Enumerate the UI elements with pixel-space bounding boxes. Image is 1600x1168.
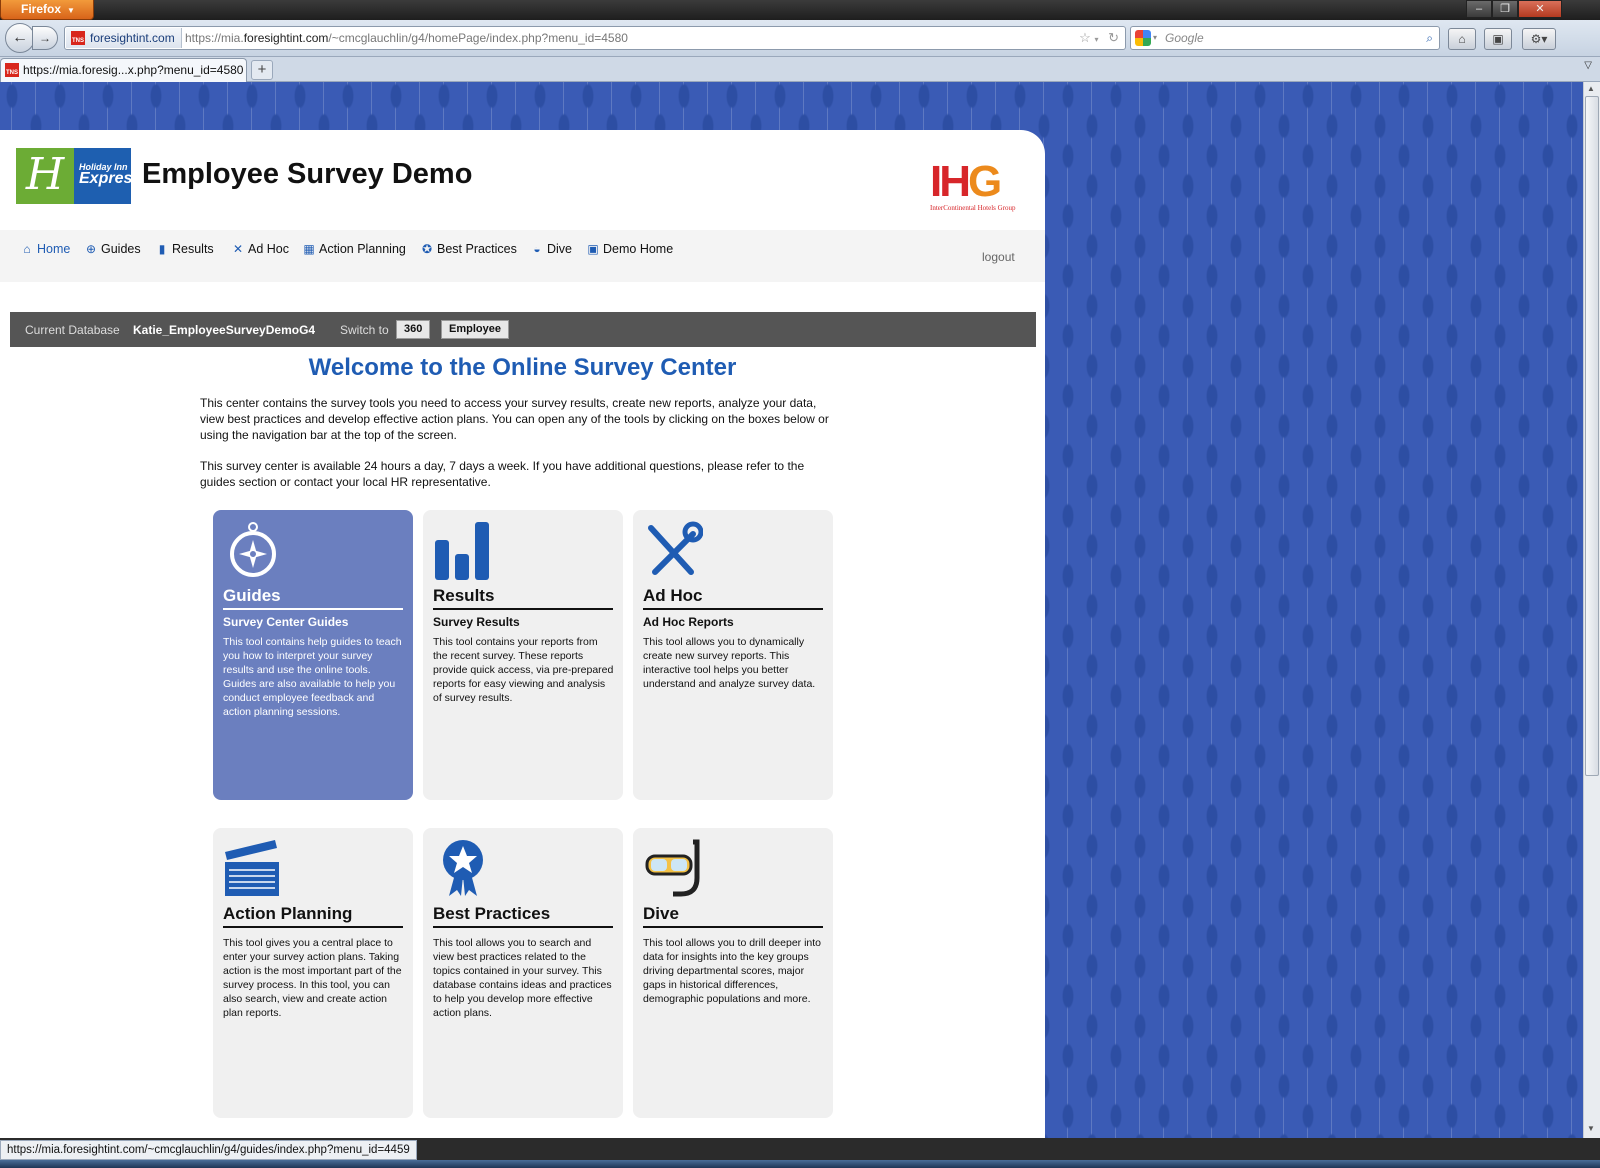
clapperboard-icon [223, 838, 283, 898]
nav-item-dive[interactable] [530, 242, 572, 256]
dropdown-icon[interactable]: ▾ [1094, 35, 1099, 44]
tools-menu-icon: ⚙▾ [1530, 32, 1548, 46]
tile-description: This tool allows you to search and view best practices related to the topics contained in your survey. This database contains ideas and practices to help you develop more effective action plans. [433, 937, 612, 1019]
nav-label: Home [37, 242, 71, 256]
chevron-down-icon: ▼ [67, 6, 75, 15]
tile-description: This tool allows you to dynamically create new survey reports. This interactive tool helps you better understand and analyze survey data. [643, 636, 816, 690]
tile-description: This tool contains help guides to teach you how to interpret your survey results and use the online tools. Guides are also available to help you conduct employee feedback and action planning sessions. [223, 636, 402, 718]
page-viewport [0, 82, 1583, 1138]
url-bar[interactable] [64, 26, 1126, 50]
browser-toolbar [0, 20, 1600, 57]
tools-icon: ✕ [232, 242, 244, 256]
switch-employee-button[interactable]: Employee [441, 320, 509, 339]
tile-title: Best Practices [433, 904, 613, 928]
url-domain: foresightint.com [243, 31, 329, 45]
page-title: Employee Survey Demo [142, 158, 473, 190]
tile-best-practices[interactable] [423, 828, 623, 1118]
tab-active[interactable] [0, 58, 247, 82]
tile-description: This tool contains your reports from the recent survey. These reports provide quick access, via pre-prepared reports for easy viewing and analysis of survey results. [433, 636, 614, 704]
nav-label: Results [172, 242, 214, 256]
search-placeholder: Google [1165, 31, 1204, 45]
switch-360-button[interactable]: 360 [396, 320, 430, 339]
tile-action-planning[interactable] [213, 828, 413, 1118]
nav-item-demo-home[interactable] [586, 242, 673, 256]
tile-guides[interactable] [213, 510, 413, 800]
holiday-inn-express-logo[interactable] [16, 148, 142, 204]
firefox-menu-label: Firefox [21, 2, 62, 16]
plus-icon: + [257, 61, 267, 78]
new-tab-button[interactable] [251, 60, 273, 80]
tile-subtitle: Survey Results [433, 615, 520, 629]
forward-button[interactable] [32, 26, 58, 50]
database-bar [10, 312, 1036, 347]
home-icon: ⌂ [23, 242, 31, 256]
logout-link[interactable]: logout [982, 250, 1015, 264]
intro-paragraph-2: This survey center is available 24 hours a day, 7 days a week. If you have additional questions, please refer to the guides section or contact your local HR representative. [200, 459, 805, 489]
current-database-value: Katie_EmployeeSurveyDemoG4 [133, 323, 316, 337]
tab-title: https://mia.foresig...x.php?menu_id=4580 [23, 63, 244, 77]
holiday-inn-h-mark: H [16, 148, 74, 204]
tile-title: Guides [223, 586, 403, 610]
bar-chart-icon [433, 520, 493, 580]
reload-icon[interactable]: ↻ [1108, 30, 1119, 45]
main-navigation [0, 230, 1045, 282]
scroll-up-icon[interactable]: ▲ [1587, 84, 1595, 93]
current-database-label: Current Database [25, 323, 120, 337]
nav-label: Best Practices [437, 242, 517, 256]
extension-button[interactable] [1522, 28, 1556, 50]
os-taskbar [0, 1160, 1600, 1168]
nav-item-best-practices[interactable] [420, 242, 517, 256]
nav-label: Action Planning [319, 242, 406, 256]
compass-icon: ⊕ [85, 242, 97, 256]
ihg-mark [930, 157, 1038, 206]
page-content [0, 130, 1045, 1138]
nav-item-guides[interactable] [84, 242, 141, 256]
dive-mask-icon [643, 838, 703, 898]
addon-button[interactable] [1484, 28, 1512, 50]
logo-brand-line1: Holiday Inn [79, 162, 128, 172]
nav-item-action-planning[interactable] [302, 242, 406, 256]
home-button[interactable] [1448, 28, 1476, 50]
tile-title: Action Planning [223, 904, 403, 928]
bar-chart-icon: ▮ [158, 242, 166, 256]
firefox-menu-button[interactable] [0, 0, 94, 20]
tab-bar [0, 57, 1600, 82]
home-icon: ⌂ [1458, 32, 1466, 46]
tile-subtitle: Survey Center Guides [223, 615, 349, 629]
welcome-heading: Welcome to the Online Survey Center [308, 354, 737, 381]
chevron-down-icon: ▽ [1584, 60, 1592, 71]
nav-label: Dive [547, 242, 573, 256]
holiday-inn-express-wordmark [74, 148, 142, 204]
nav-item-ad-hoc[interactable] [231, 242, 289, 256]
scrollbar-thumb[interactable] [1585, 96, 1599, 776]
award-icon: ✪ [421, 242, 433, 256]
status-bar: https://mia.foresightint.com/~cmcglauchlin/g4/guides/index.php?menu_id=4459 [0, 1140, 417, 1160]
tab-favicon-icon: TNS [5, 63, 19, 77]
back-button[interactable] [5, 23, 35, 53]
tile-dive[interactable] [633, 828, 833, 1118]
url-text[interactable] [185, 27, 628, 49]
calendar-icon: ▦ [303, 242, 315, 256]
bookmark-star-icon[interactable]: ☆ [1079, 30, 1091, 45]
site-header [0, 130, 1045, 230]
scroll-down-icon[interactable]: ▼ [1587, 1124, 1595, 1133]
tile-title: Dive [643, 904, 823, 928]
tools-icon [643, 520, 703, 580]
ihg-mark-ih: IH [930, 157, 968, 206]
ihg-logo [930, 157, 1038, 218]
nav-item-results[interactable] [155, 242, 214, 256]
tile-results[interactable] [423, 510, 623, 800]
site-identity-label: foresightint.com [90, 31, 175, 45]
arrow-right-icon: → [39, 31, 51, 45]
google-icon[interactable] [1135, 30, 1151, 46]
minimize-button[interactable]: – [1466, 0, 1492, 18]
search-engine-dropdown-icon[interactable]: ▾ [1153, 33, 1158, 42]
arrow-left-icon: ← [12, 29, 28, 46]
search-bar[interactable] [1130, 26, 1440, 50]
vertical-scrollbar[interactable] [1583, 82, 1600, 1138]
url-bar-icons [1079, 27, 1119, 51]
search-icon[interactable]: ⌕ [1426, 31, 1433, 45]
tile-description: This tool gives you a central place to enter your survey action plans. Taking action is the most important part of the survey process. In this tool, you can also search, view and create action plan reports. [223, 937, 402, 1019]
nav-item-home[interactable] [20, 242, 70, 256]
compass-icon [223, 520, 283, 580]
tile-title: Results [433, 586, 613, 610]
site-favicon-icon: TNS [71, 31, 85, 45]
ihg-mark-g: G [968, 157, 1000, 206]
tile-ad-hoc[interactable] [633, 510, 833, 800]
logo-brand-line2: Express [79, 170, 142, 187]
url-path: /~cmcglauchlin/g4/homePage/index.php?menu_id=4580 [328, 31, 628, 45]
dive-mask-icon: ◒ [533, 242, 541, 256]
ihg-tagline: InterContinental Hotels Group [930, 204, 1016, 212]
nav-label: Guides [101, 242, 141, 256]
url-prefix: https://mia. [185, 31, 244, 45]
demo-home-icon: ▣ [587, 242, 599, 256]
intro-paragraph-1: This center contains the survey tools you need to access your survey results, create new reports, analyze your data, view best practices and develop effective action plans. You can open any of the tools by clicking on the boxes below or using the navigation bar at the top of the screen. [200, 396, 829, 442]
puzzle-icon: ▣ [1492, 32, 1504, 46]
tab-list-button[interactable] [1584, 60, 1592, 71]
nav-label: Ad Hoc [248, 242, 289, 256]
window-titlebar [0, 0, 1600, 20]
tile-title: Ad Hoc [643, 586, 823, 610]
switch-to-label: Switch to [340, 323, 389, 337]
nav-label: Demo Home [603, 242, 674, 256]
tile-description: This tool allows you to drill deeper into data for insights into the key groups driving departmental scores, major gaps in historical differences, demographic populations and more. [643, 937, 822, 1005]
tile-subtitle: Ad Hoc Reports [643, 615, 734, 629]
maximize-button[interactable]: ❐ [1492, 0, 1518, 18]
close-window-button[interactable]: ✕ [1518, 0, 1562, 18]
award-icon [433, 838, 493, 898]
site-identity-button[interactable] [66, 28, 182, 48]
